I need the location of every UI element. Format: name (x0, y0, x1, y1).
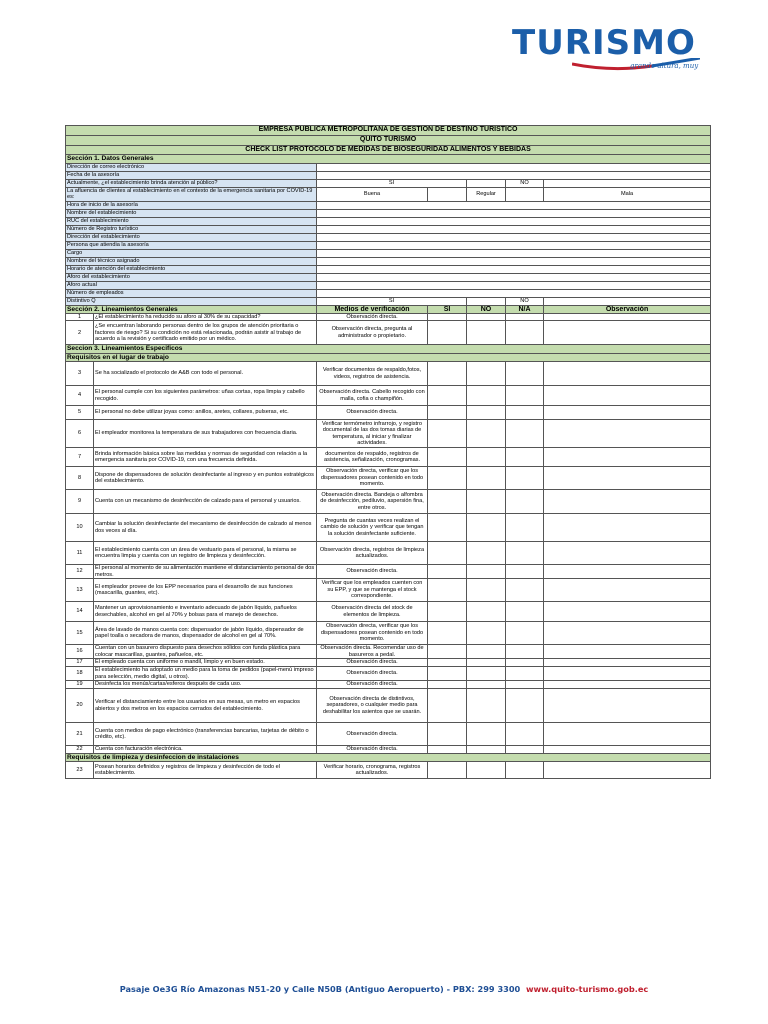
item-number: 20 (66, 689, 94, 723)
item-observation-cell[interactable] (544, 514, 711, 542)
checklist-row (66, 542, 711, 565)
attending-yes-option[interactable]: SI (317, 179, 467, 187)
item-yes-cell[interactable] (428, 448, 467, 467)
address-label: Dirección del establecimiento (66, 233, 317, 241)
item-na-cell[interactable] (506, 467, 544, 490)
item-text: ¿Se encuentran laborando personas dentro de los grupos de atención prioritaria o factores de riesgo? Si su condición no está relacionada, podrán asistir al trabajo de acuerdo a la revisión y certificado emitido por un médico. (94, 321, 317, 345)
item-number: 11 (66, 542, 94, 565)
col-observation-header: Observación (544, 305, 711, 313)
item-yes-cell[interactable] (428, 602, 467, 622)
item-observation-cell[interactable] (544, 406, 711, 420)
checklist-row (66, 467, 711, 490)
footer-address: Pasaje Oe3G Río Amazonas N51-20 y Calle N50B (Antiguo Aeropuerto) - PBX: 299 3300 (119, 984, 521, 994)
item-na-cell[interactable] (506, 321, 544, 345)
item-observation-cell[interactable] (544, 645, 711, 659)
item-number: 14 (66, 602, 94, 622)
item-verification: Verificar documentos de respaldo,fotos, videos, registros de asistencia. (317, 362, 428, 386)
tech-name-label: Nombre del técnico asignado (66, 257, 317, 265)
item-no-cell[interactable] (467, 514, 506, 542)
item-na-cell[interactable] (506, 313, 544, 321)
attendee-field[interactable] (317, 241, 711, 249)
item-no-cell[interactable] (467, 579, 506, 602)
item-text: Cuenta con un mecanismo de desinfección de calzado para el personal y usuarios. (94, 490, 317, 514)
item-no-cell[interactable] (467, 313, 506, 321)
item-na-cell[interactable] (506, 542, 544, 565)
item-no-cell[interactable] (467, 681, 506, 689)
item-na-cell[interactable] (506, 659, 544, 667)
attendee-label: Persona que atiendia la asesoría (66, 241, 317, 249)
item-no-cell[interactable] (467, 565, 506, 579)
item-verification: Observación directa. (317, 565, 428, 579)
checklist-row (66, 490, 711, 514)
item-na-cell[interactable] (506, 667, 544, 681)
item-observation-cell[interactable] (544, 723, 711, 746)
attending-label: Actualmente, ¿el establecimiento brinda atención al público? (66, 179, 317, 187)
item-yes-cell[interactable] (428, 386, 467, 406)
item-yes-cell[interactable] (428, 420, 467, 448)
item-number: 1 (66, 313, 94, 321)
item-verification: Observación directa, registros de limpieza actualizados. (317, 542, 428, 565)
item-number: 2 (66, 321, 94, 345)
affluence-good-option[interactable]: Buena (317, 187, 428, 201)
item-observation-cell[interactable] (544, 689, 711, 723)
start-time-field[interactable] (317, 201, 711, 209)
capacity-field[interactable] (317, 273, 711, 281)
checklist-table (65, 125, 711, 779)
item-number: 4 (66, 386, 94, 406)
checklist-row (66, 659, 711, 667)
item-number: 8 (66, 467, 94, 490)
checklist-row (66, 565, 711, 579)
item-yes-cell[interactable] (428, 565, 467, 579)
item-verification: Observación directa, pregunta al administrador o propietario. (317, 321, 428, 345)
item-text: Área de lavado de manos cuenta con: dispensador de jabón líquido, dispensador de papel toalla o secadora de manos, dispensador de alcohol en gel al 70%. (94, 622, 317, 645)
checklist-row (66, 448, 711, 467)
item-no-cell[interactable] (467, 645, 506, 659)
item-no-cell[interactable] (467, 362, 506, 386)
section3-title: Seccion 3. Lineamientos Especificos (66, 345, 711, 353)
item-verification: Observación directa. (317, 723, 428, 746)
col-yes-header: SI (428, 305, 467, 313)
item-text: Dispone de dispensadores de solución desinfectante al ingreso y en puntos estratégicos del establecimiento. (94, 467, 317, 490)
item-text: Cuenta con medios de pago electrónico (transferencias bancarias, tarjetas de débito o crédito, etc). (94, 723, 317, 746)
turismo-logo (512, 24, 702, 74)
footer (0, 984, 768, 994)
date-label: Fecha de la asesoría (66, 171, 317, 179)
checklist-row (66, 313, 711, 321)
item-observation-cell[interactable] (544, 602, 711, 622)
item-na-cell[interactable] (506, 420, 544, 448)
item-yes-cell[interactable] (428, 667, 467, 681)
item-observation-cell[interactable] (544, 321, 711, 345)
checklist-row (66, 681, 711, 689)
item-text: El establecimiento ha adoptado un medio para la toma de pedidos (papel-menú impreso para selección, medio digital, u otros). (94, 667, 317, 681)
item-verification: Verificar horario, cronograma, registros actualizados. (317, 762, 428, 779)
item-na-cell[interactable] (506, 602, 544, 622)
item-no-cell[interactable] (467, 448, 506, 467)
item-na-cell[interactable] (506, 514, 544, 542)
checklist-row (66, 602, 711, 622)
item-yes-cell[interactable] (428, 645, 467, 659)
item-observation-cell[interactable] (544, 448, 711, 467)
position-label: Cargo (66, 249, 317, 257)
item-yes-cell[interactable] (428, 362, 467, 386)
item-observation-cell[interactable] (544, 420, 711, 448)
est-name-field[interactable] (317, 209, 711, 217)
item-verification: Observación directa, verificar que los dispensadores posean contenido en todo momento. (317, 467, 428, 490)
item-no-cell[interactable] (467, 689, 506, 723)
checklist-row (66, 762, 711, 779)
item-no-cell[interactable] (467, 746, 506, 754)
item-na-cell[interactable] (506, 490, 544, 514)
workplace-requirements-title: Requisitos en el lugar de trabajo (66, 353, 711, 361)
item-number: 13 (66, 579, 94, 602)
item-text: El establecimiento cuenta con un área de vestuario para el personal, la misma se encuentra limpia y cuenta con un registro de limpieza y desinfección. (94, 542, 317, 565)
checklist-row (66, 420, 711, 448)
item-no-cell[interactable] (467, 723, 506, 746)
item-yes-cell[interactable] (428, 490, 467, 514)
col-verification-header: Medios de verificación (317, 305, 428, 313)
item-number: 3 (66, 362, 94, 386)
affluence-label: La afluencia de clientes al establecimiento en el contexto de la emergencia sanitaria por COVID-19 es: (66, 187, 317, 201)
item-na-cell[interactable] (506, 386, 544, 406)
item-text: El personal no debe utilizar joyas como: anillos, aretes, collares, pulseras, etc. (94, 406, 317, 420)
item-yes-cell[interactable] (428, 542, 467, 565)
item-observation-cell[interactable] (544, 490, 711, 514)
item-text: El personal al momento de su alimentación mantiene el distanciamiento personal de dos metros. (94, 565, 317, 579)
item-yes-cell[interactable] (428, 762, 467, 779)
item-verification: Observación directa. Cabello recogido con malla, cofia o champiñón. (317, 386, 428, 406)
item-observation-cell[interactable] (544, 746, 711, 754)
item-text: Se ha socializado el protocolo de A&B con todo el personal. (94, 362, 317, 386)
item-na-cell[interactable] (506, 762, 544, 779)
affluence-regular-mark[interactable] (506, 187, 544, 201)
item-verification: Verificar termómetro infrarrojo, y registro documental de las dos tomas diarias de temperatura, al iniciar y finalizar actividades. (317, 420, 428, 448)
distinctive-no-option[interactable]: NO (506, 297, 544, 305)
item-no-cell[interactable] (467, 406, 506, 420)
item-number: 9 (66, 490, 94, 514)
email-field[interactable] (317, 163, 711, 171)
item-yes-cell[interactable] (428, 689, 467, 723)
item-number: 6 (66, 420, 94, 448)
item-observation-cell[interactable] (544, 762, 711, 779)
item-text: ¿El establecimiento ha reducido su aforo al 30% de su capacidad? (94, 313, 317, 321)
checklist-row (66, 689, 711, 723)
position-field[interactable] (317, 249, 711, 257)
item-observation-cell[interactable] (544, 542, 711, 565)
item-no-cell[interactable] (467, 602, 506, 622)
item-observation-cell[interactable] (544, 622, 711, 645)
item-observation-cell[interactable] (544, 681, 711, 689)
item-number: 5 (66, 406, 94, 420)
attending-no-mark[interactable] (544, 179, 711, 187)
item-observation-cell[interactable] (544, 386, 711, 406)
checklist-row (66, 386, 711, 406)
item-verification: Observación directa. (317, 659, 428, 667)
item-na-cell[interactable] (506, 723, 544, 746)
item-verification: Observación directa del stock de elementos de limpieza. (317, 602, 428, 622)
checklist-row (66, 645, 711, 659)
item-verification: Observación directa. (317, 406, 428, 420)
distinctive-label: Distintivo Q (66, 297, 317, 305)
item-yes-cell[interactable] (428, 622, 467, 645)
item-na-cell[interactable] (506, 579, 544, 602)
affluence-bad-option[interactable]: Mala (544, 187, 711, 201)
col-no-header: NO (467, 305, 506, 313)
checklist-row (66, 667, 711, 681)
section1-title: Sección 1. Datos Generales (66, 155, 711, 163)
distinctive-yes-option[interactable]: SI (317, 297, 467, 305)
item-na-cell[interactable] (506, 681, 544, 689)
distinctive-no-mark[interactable] (544, 297, 711, 305)
item-yes-cell[interactable] (428, 467, 467, 490)
distinctive-yes-mark[interactable] (467, 297, 506, 305)
item-yes-cell[interactable] (428, 579, 467, 602)
item-yes-cell[interactable] (428, 321, 467, 345)
item-number: 19 (66, 681, 94, 689)
item-observation-cell[interactable] (544, 467, 711, 490)
item-text: Posean horarios definidos y registros de limpieza y desinfección de todo el establecimiento. (94, 762, 317, 779)
item-verification: Observación directa. Bandeja o alfombra de desinfección, pediluvio, aspersión fina, entre otros. (317, 490, 428, 514)
item-text: El empleador monitorea la temperatura de sus trabajadores con frecuencia diaria. (94, 420, 317, 448)
item-no-cell[interactable] (467, 490, 506, 514)
hours-field[interactable] (317, 265, 711, 273)
tech-name-field[interactable] (317, 257, 711, 265)
item-number: 12 (66, 565, 94, 579)
item-no-cell[interactable] (467, 659, 506, 667)
item-verification: Observación directa. (317, 746, 428, 754)
item-na-cell[interactable] (506, 645, 544, 659)
item-na-cell[interactable] (506, 746, 544, 754)
item-yes-cell[interactable] (428, 659, 467, 667)
employees-field[interactable] (317, 289, 711, 297)
start-time-label: Hora de inicio de la asesoría (66, 201, 317, 209)
item-na-cell[interactable] (506, 689, 544, 723)
date-field[interactable] (317, 171, 711, 179)
item-verification: Pregunta de cuantas veces realizan el cambio de solución y verificar que tengan la solución desinfectante suficiente. (317, 514, 428, 542)
checklist-title: CHECK LIST PROTOCOLO DE MEDIDAS DE BIOSEGURIDAD ALIMENTOS Y BEBIDAS (66, 145, 711, 155)
current-capacity-label: Aforo actual (66, 281, 317, 289)
item-yes-cell[interactable] (428, 746, 467, 754)
hours-label: Horario de atención del establecimiento (66, 265, 317, 273)
item-no-cell[interactable] (467, 467, 506, 490)
org-subtitle: QUITO TURISMO (66, 135, 711, 145)
item-na-cell[interactable] (506, 362, 544, 386)
item-observation-cell[interactable] (544, 579, 711, 602)
logo-tagline: grande altura, muy (630, 62, 699, 70)
cleaning-requirements-title: Requisitos de limpieza y desinfeccion de instalaciones (66, 754, 711, 762)
item-verification: Observación directa, verificar que los dispensadores posean contenido en todo momento. (317, 622, 428, 645)
affluence-good-mark[interactable] (428, 187, 467, 201)
item-number: 22 (66, 746, 94, 754)
item-observation-cell[interactable] (544, 565, 711, 579)
item-observation-cell[interactable] (544, 659, 711, 667)
item-number: 10 (66, 514, 94, 542)
checklist-row (66, 746, 711, 754)
item-text: Mantener un aprovisionamiento e inventario adecuado de jabón líquido, pañuelos desechables, alcohol en gel al 70% y bolsas para el manejo de desechos. (94, 602, 317, 622)
item-no-cell[interactable] (467, 321, 506, 345)
item-na-cell[interactable] (506, 406, 544, 420)
item-yes-cell[interactable] (428, 681, 467, 689)
item-text: El empleador provee de los EPP necesarios para el desarrollo de sus funciones (mascarilla, guantes, etc). (94, 579, 317, 602)
org-title: EMPRESA PÚBLICA METROPOLITANA DE GESTIÓN DE DESTINO TURÍSTICO (66, 126, 711, 136)
checklist-row (66, 406, 711, 420)
section2-title: Sección 2. Lineamientos Generales (66, 305, 317, 313)
item-verification: Observación directa. (317, 313, 428, 321)
item-observation-cell[interactable] (544, 313, 711, 321)
footer-website-link[interactable]: www.quito-turismo.gob.ec (525, 984, 649, 994)
item-no-cell[interactable] (467, 386, 506, 406)
item-no-cell[interactable] (467, 667, 506, 681)
item-text: Cuenta con facturación electrónica. (94, 746, 317, 754)
item-verification: Observación directa. (317, 667, 428, 681)
current-capacity-field[interactable] (317, 281, 711, 289)
item-no-cell[interactable] (467, 420, 506, 448)
ruc-field[interactable] (317, 217, 711, 225)
item-number: 18 (66, 667, 94, 681)
item-na-cell[interactable] (506, 448, 544, 467)
item-observation-cell[interactable] (544, 667, 711, 681)
item-number: 23 (66, 762, 94, 779)
col-na-header: N/A (506, 305, 544, 313)
affluence-regular-option[interactable]: Regular (467, 187, 506, 201)
item-observation-cell[interactable] (544, 362, 711, 386)
attending-no-option[interactable]: NO (506, 179, 544, 187)
checklist-row (66, 622, 711, 645)
email-label: Dirección de correo electrónico (66, 163, 317, 171)
item-verification: Observación directa. (317, 681, 428, 689)
tourism-reg-field[interactable] (317, 225, 711, 233)
checklist-row (66, 514, 711, 542)
checklist-row (66, 362, 711, 386)
item-na-cell[interactable] (506, 622, 544, 645)
item-na-cell[interactable] (506, 565, 544, 579)
checklist-row (66, 579, 711, 602)
item-no-cell[interactable] (467, 542, 506, 565)
item-yes-cell[interactable] (428, 406, 467, 420)
checklist-row (66, 321, 711, 345)
employees-label: Número de empleados (66, 289, 317, 297)
item-verification: Observación directa de distintivos, separadores, o cualquier medio para deshabilitar los asientos que se usarán. (317, 689, 428, 723)
item-text: Brinda información básica sobre las medidas y normas de seguridad con relación a la emergencia sanitaria por COVID-19, con una frecuencia definida. (94, 448, 317, 467)
item-text: El empleado cuenta con uniforme o mandil, limpio y en buen estado. (94, 659, 317, 667)
checklist-row (66, 723, 711, 746)
item-no-cell[interactable] (467, 762, 506, 779)
item-text: El personal cumple con los siguientes parámetros: uñas cortas, ropa limpia y cabello recogido. (94, 386, 317, 406)
item-number: 7 (66, 448, 94, 467)
item-verification: documentos de respaldo, registros de asistencia, señalización, cronogramas. (317, 448, 428, 467)
item-no-cell[interactable] (467, 622, 506, 645)
ruc-label: RUC del establecimiento (66, 217, 317, 225)
item-yes-cell[interactable] (428, 514, 467, 542)
item-yes-cell[interactable] (428, 723, 467, 746)
logo-wordmark: TURISMO (512, 23, 696, 63)
item-verification: Verificar que los empleados cuenten con su EPP, y que se mantenga el stock correspondiente. (317, 579, 428, 602)
item-number: 21 (66, 723, 94, 746)
item-text: Desinfecta los menús/cartas/esferos después de cada uso. (94, 681, 317, 689)
item-number: 17 (66, 659, 94, 667)
item-text: Verificar el distanciamiento entre los usuarios en sus mesas, un metro en espacios abiertos y dos metros en los espacios cerrados del establecimiento. (94, 689, 317, 723)
attending-yes-mark[interactable] (467, 179, 506, 187)
address-field[interactable] (317, 233, 711, 241)
item-text: Cambiar la solución desinfectante del mecanismo de desinfección de calzado al menos dos veces al día. (94, 514, 317, 542)
est-name-label: Nombre del establecimiento (66, 209, 317, 217)
item-yes-cell[interactable] (428, 313, 467, 321)
item-number: 16 (66, 645, 94, 659)
tourism-reg-label: Número de Registro turístico (66, 225, 317, 233)
capacity-label: Aforo del establecimiento (66, 273, 317, 281)
item-text: Cuentan con un basurero dispuesto para desechos sólidos con funda plástica para colocar mascarillas, guantes, pañuelos, etc. (94, 645, 317, 659)
item-verification: Observación directa. Recomendar uso de basureros a pedal. (317, 645, 428, 659)
item-number: 15 (66, 622, 94, 645)
